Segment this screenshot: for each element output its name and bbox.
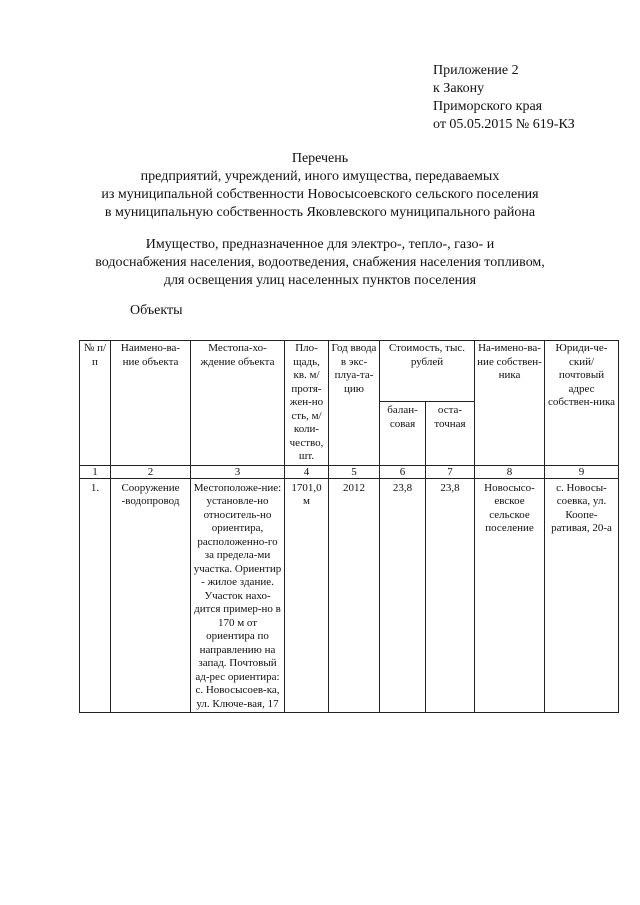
document-title xyxy=(0,150,640,222)
header-area: Пло-щадь, кв. м/ протя-жен-но сть, м/ коли-чество, шт. xyxy=(285,341,329,466)
section-label: Объекты xyxy=(130,303,183,318)
column-number: 5 xyxy=(329,465,380,478)
header-cost: Стоимость, тыс. рублей xyxy=(380,341,475,402)
header-num: № п/п xyxy=(80,341,111,466)
header-name: Наимено-ва-ние объекта xyxy=(111,341,191,466)
cell-residual: 23,8 xyxy=(426,478,475,713)
appendix-line-1: Приложение 2 xyxy=(433,63,519,78)
column-number: 7 xyxy=(426,465,475,478)
column-number: 6 xyxy=(380,465,426,478)
objects-table xyxy=(79,340,619,713)
cell-owner: Новосысо-евское сельское поселение xyxy=(475,478,545,713)
appendix-block xyxy=(433,62,575,134)
cell-name: Сооружение -водопровод xyxy=(111,478,191,713)
header-address: Юриди-че-ский/ почтовый адрес собствен-ника xyxy=(545,341,619,466)
cell-num: 1. xyxy=(80,478,111,713)
column-number: 2 xyxy=(111,465,191,478)
appendix-line-3: Приморского края xyxy=(433,99,543,114)
title-line-3: в муниципальную собственность Яковлевского муниципального района xyxy=(104,205,536,220)
cell-balance: 23,8 xyxy=(380,478,426,713)
cell-location: Местоположе-ние: установле-но относитель-но ориентира, расположенно-го за предела-ми участка. Ориентир - жилое здание. Участок нахо-дится пример-но в 170 м от ориентира по направлению на запад. Почтовый ад-рес ориентира: с. Новосысоев-ка, ул. Ключе-вая, 17 xyxy=(191,478,285,713)
appendix-line-4: от 05.05.2015 № 619-КЗ xyxy=(433,117,575,132)
title-line-1: предприятий, учреждений, иного имущества, передаваемых xyxy=(140,169,500,184)
cell-address: с. Новосы-соевка, ул. Коопе-ративая, 20-а xyxy=(545,478,619,713)
subtitle-line-3: для освещения улиц населенных пунктов поселения xyxy=(163,273,477,288)
header-year: Год ввода в экс-плуа-та-цию xyxy=(329,341,380,466)
column-number: 4 xyxy=(285,465,329,478)
cell-year: 2012 xyxy=(329,478,380,713)
cell-area: 1701,0 м xyxy=(285,478,329,713)
subtitle-line-2: водоснабжения населения, водоотведения, снабжения населения топливом, xyxy=(95,255,545,270)
column-number: 8 xyxy=(475,465,545,478)
subtitle-line-1: Имущество, предназначенное для электро-, тепло-, газо- и xyxy=(145,237,495,252)
document-subtitle xyxy=(0,236,640,290)
table-header-row xyxy=(80,341,619,402)
column-number: 9 xyxy=(545,465,619,478)
header-location: Местопа-хо-ждение объекта xyxy=(191,341,285,466)
appendix-line-2: к Закону xyxy=(433,81,485,96)
column-number-row xyxy=(80,465,619,478)
table-row xyxy=(80,478,619,713)
header-residual: оста-точная xyxy=(426,402,475,465)
header-owner: На-имено-ва-ние собствен-ника xyxy=(475,341,545,466)
column-number: 1 xyxy=(80,465,111,478)
column-number: 3 xyxy=(191,465,285,478)
title-heading: Перечень xyxy=(291,151,349,166)
title-line-2: из муниципальной собственности Новосысоевского сельского поселения xyxy=(101,187,539,202)
header-balance: балан-совая xyxy=(380,402,426,465)
